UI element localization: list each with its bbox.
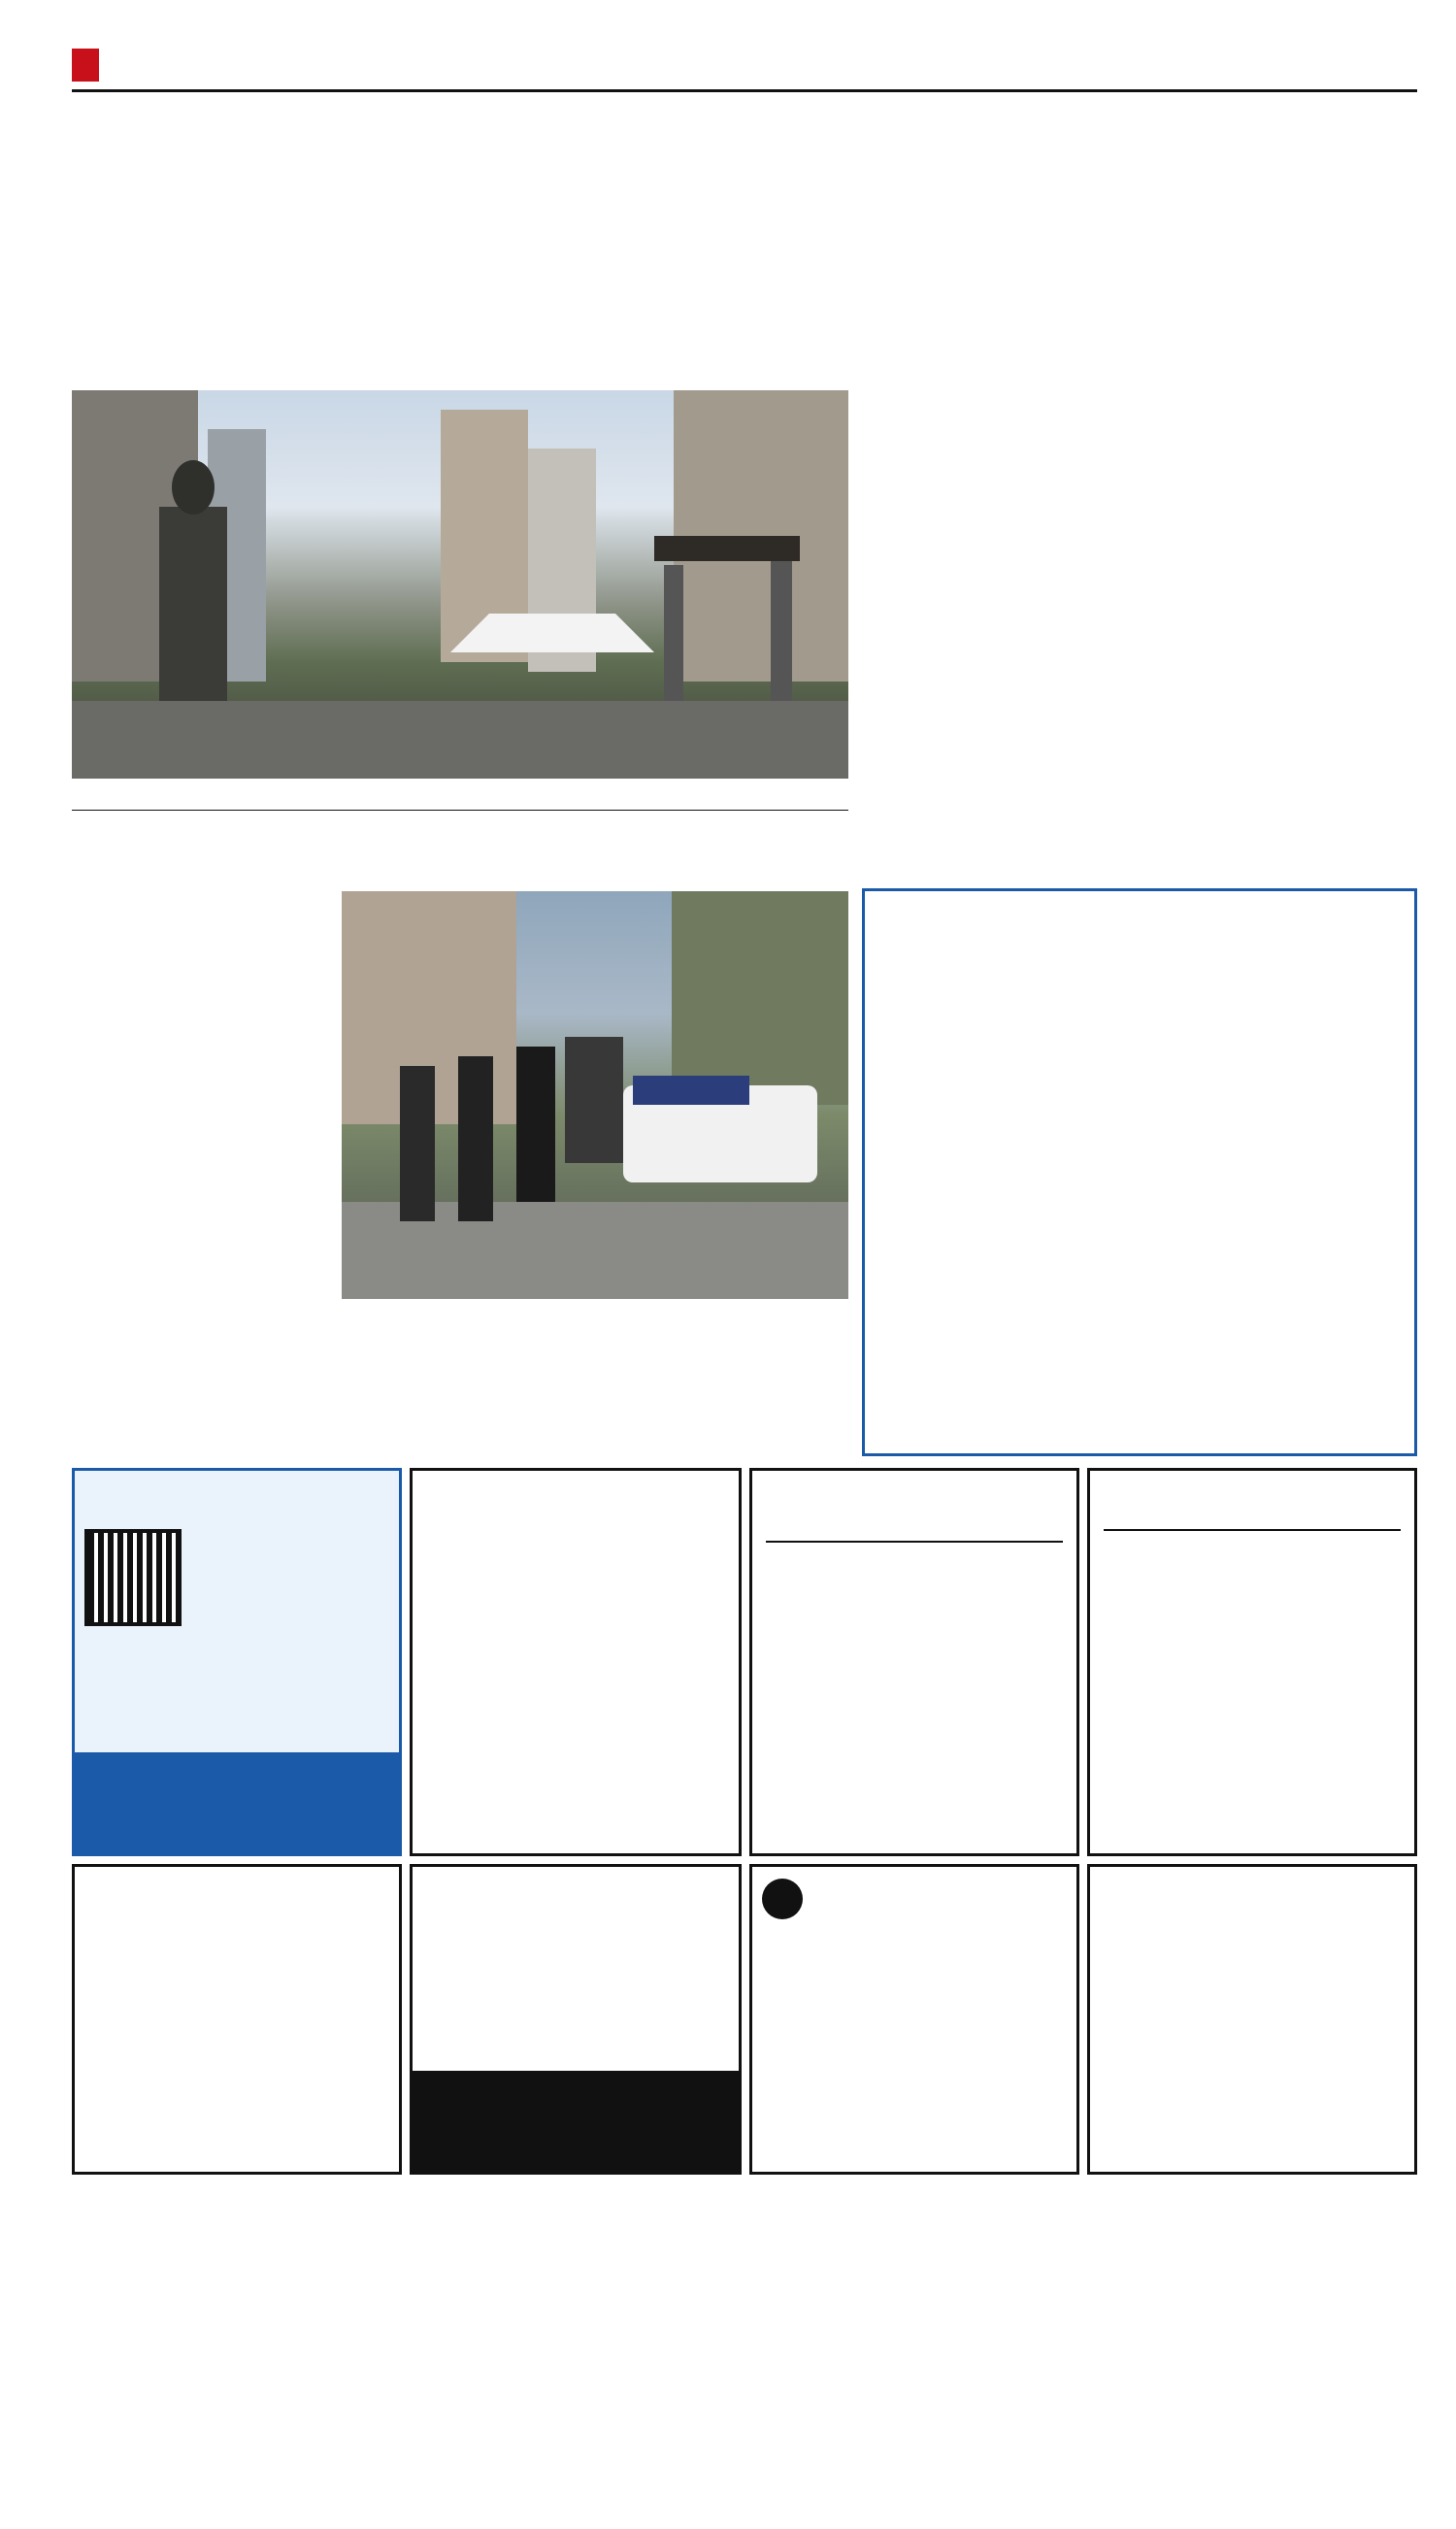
ad-kaisen-logistics[interactable]	[749, 1864, 1079, 2175]
vendor-photo	[342, 891, 848, 1299]
ad-florist-hiring[interactable]	[72, 1864, 402, 2175]
ad-print-shop-hiring[interactable]	[749, 1468, 1079, 1856]
square-photo-illustration	[72, 390, 848, 779]
vendor-col-2	[342, 1330, 584, 1450]
chinatown-square-photo	[72, 390, 848, 779]
story-divider	[72, 810, 848, 811]
ad-subscribe[interactable]	[1087, 1864, 1417, 2175]
print-title-rule	[766, 1541, 1063, 1543]
ship-logo-icon	[762, 1879, 803, 1919]
main-col-2	[864, 452, 1121, 656]
ad-gift-mooncake[interactable]	[72, 1468, 402, 1856]
license-contact-bar	[413, 2071, 739, 2172]
main-col-1	[864, 291, 1121, 447]
ccba-col-1	[880, 1027, 1123, 1445]
ccba-story-box	[862, 888, 1417, 1456]
rail-title-rule	[1104, 1529, 1401, 1531]
ad-high-speed-rail[interactable]	[1087, 1468, 1417, 1856]
ccba-col-2	[1142, 1027, 1399, 1445]
vendor-col-3	[602, 1330, 848, 1450]
main-col-4	[864, 812, 1121, 882]
vendor-col-1b	[72, 1148, 324, 1320]
gift-qr-code	[84, 1529, 182, 1626]
gift-contact-bar	[75, 1752, 399, 1853]
ad-license-services[interactable]	[410, 1864, 742, 2175]
vendor-col-1c	[72, 1324, 324, 1448]
vendor-col-1	[72, 891, 324, 1144]
main-col-5	[1138, 291, 1419, 646]
main-col-6	[1138, 650, 1419, 882]
ad-media-hiring[interactable]	[410, 1468, 742, 1856]
page-letter-badge	[72, 49, 99, 82]
header-rule	[72, 89, 1417, 92]
vendor-photo-illustration	[342, 891, 848, 1299]
